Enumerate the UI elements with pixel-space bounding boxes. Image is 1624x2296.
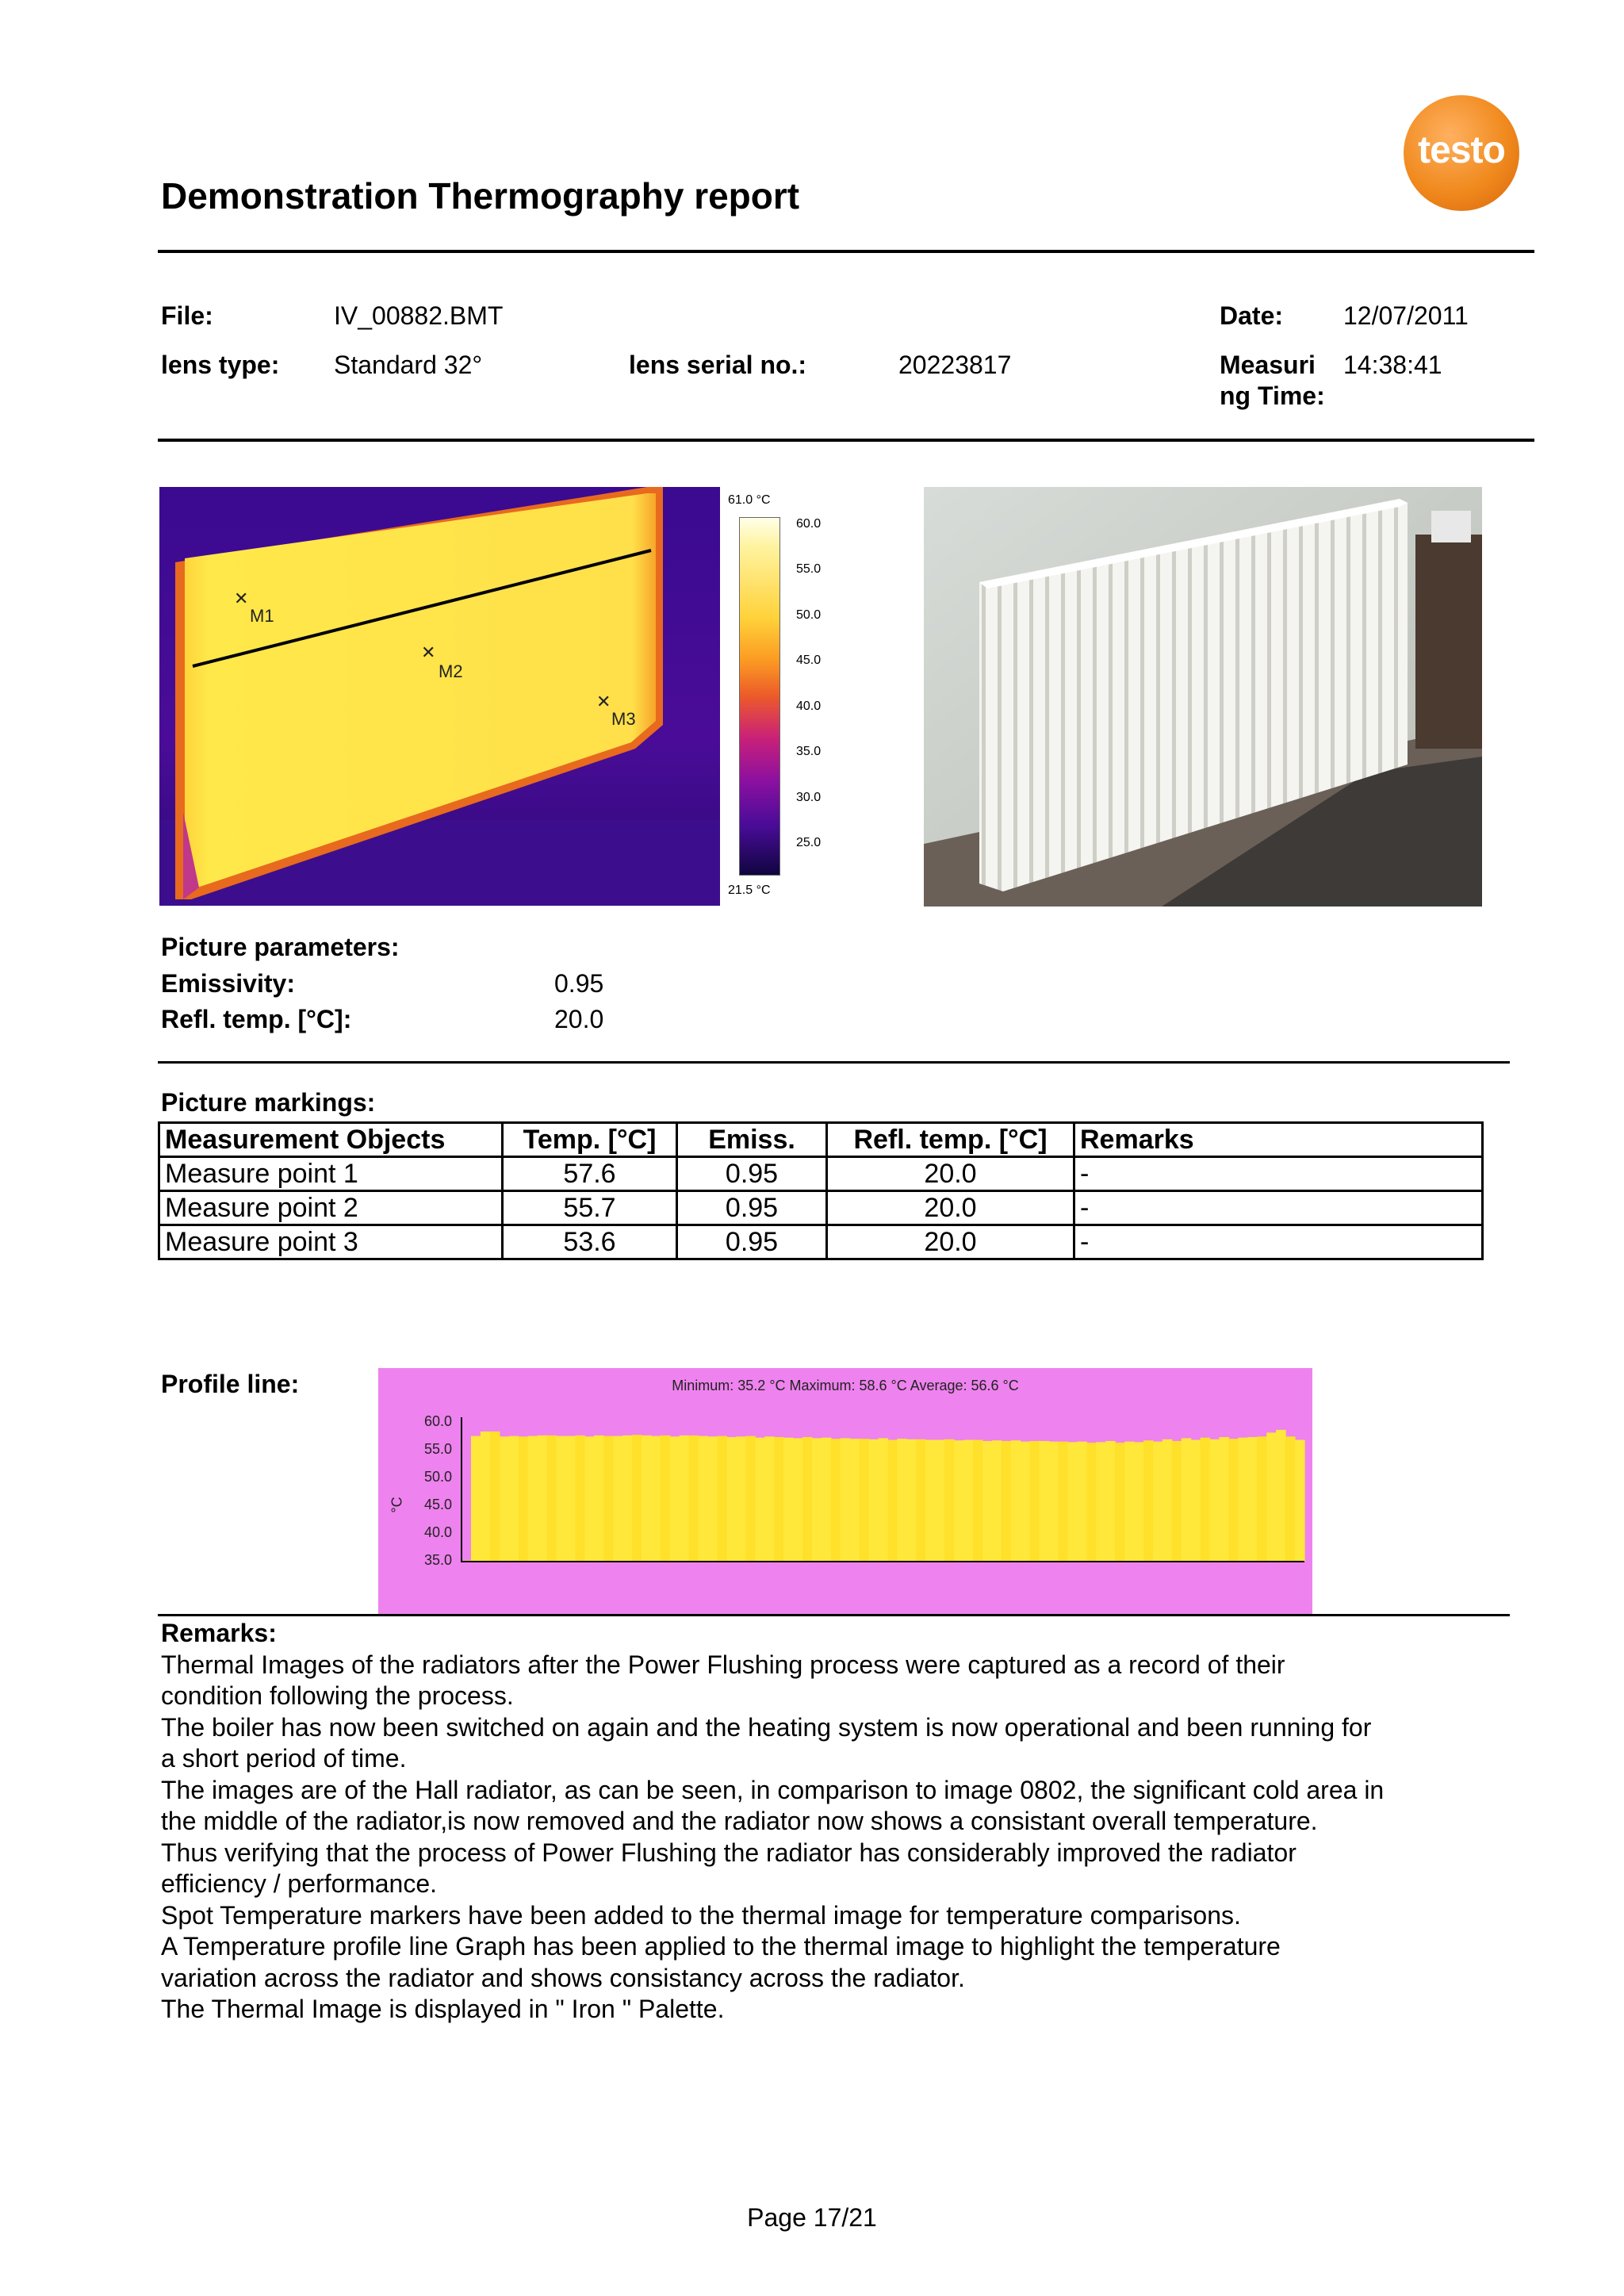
profile-bar — [538, 1435, 548, 1562]
radiator-photo-svg — [924, 487, 1482, 907]
profile-bar — [1266, 1432, 1277, 1562]
marker-m1-label: M1 — [250, 606, 274, 626]
scale-tick-label: 45.0 — [796, 654, 822, 667]
lens-type-label: lens type: — [161, 351, 280, 379]
profile-bar — [603, 1436, 614, 1562]
table-cell: Measure point 2 — [159, 1191, 503, 1225]
profile-bar — [879, 1438, 889, 1562]
profile-bar — [546, 1435, 557, 1562]
color-scale-bar — [739, 517, 780, 876]
profile-bar — [812, 1438, 822, 1562]
scale-tick-label: 30.0 — [796, 791, 822, 804]
table-row — [159, 1225, 1483, 1259]
profile-bar — [850, 1439, 860, 1562]
date-value: 12/07/2011 — [1343, 301, 1469, 330]
profile-bar — [1058, 1442, 1068, 1562]
profile-tick-label: 45.0 — [424, 1497, 453, 1512]
profile-bar — [736, 1436, 746, 1562]
profile-bar — [528, 1436, 538, 1562]
column-header: Emiss. — [677, 1123, 827, 1157]
profile-tick-label: 60.0 — [424, 1413, 453, 1429]
scale-max-label: 61.0 °C — [728, 493, 771, 507]
params-heading: Picture parameters: — [161, 933, 400, 961]
profile-bar — [642, 1435, 652, 1562]
profile-bar — [1276, 1430, 1286, 1562]
profile-bar — [556, 1436, 566, 1562]
table-cell: Measure point 1 — [159, 1157, 503, 1191]
profile-bar — [1238, 1438, 1248, 1562]
table-header-row — [159, 1123, 1483, 1157]
table-cell: - — [1074, 1191, 1483, 1225]
profile-bar — [670, 1436, 680, 1562]
thermal-image — [159, 487, 720, 906]
profile-bar — [783, 1438, 794, 1562]
profile-bar — [1021, 1442, 1031, 1562]
scale-tick-label: 55.0 — [796, 562, 822, 576]
table-cell: 0.95 — [677, 1191, 827, 1225]
column-header: Refl. temp. [°C] — [827, 1123, 1074, 1157]
time-value: 14:38:41 — [1343, 351, 1442, 379]
profile-bar — [594, 1435, 604, 1562]
profile-bar — [897, 1439, 907, 1562]
profile-bar — [954, 1440, 964, 1562]
radiator-photo — [924, 487, 1482, 907]
markings-heading: Picture markings: — [161, 1088, 376, 1117]
profile-bar — [1210, 1439, 1220, 1562]
remarks-line: The Thermal Image is displayed in " Iron " Palette. — [161, 1995, 725, 2023]
testo-logo — [1404, 95, 1519, 211]
table-cell: 55.7 — [503, 1191, 677, 1225]
table-cell: - — [1074, 1225, 1483, 1259]
profile-bar — [755, 1438, 765, 1562]
table-cell: 20.0 — [827, 1157, 1074, 1191]
table-row — [159, 1157, 1483, 1191]
profile-bar — [622, 1435, 633, 1562]
profile-bar — [1162, 1439, 1173, 1562]
profile-bar — [651, 1436, 661, 1562]
remarks-line: Thermal Images of the radiators after the Power Flushing process were captured as a record of their — [161, 1650, 1285, 1679]
remarks-line: A Temperature profile line Graph has been applied to the thermal image to highlight the temperature — [161, 1932, 1281, 1961]
header-rule — [158, 250, 1534, 253]
profile-bar — [1002, 1441, 1012, 1562]
profile-bar — [1143, 1440, 1154, 1562]
profile-bar — [1105, 1441, 1116, 1562]
file-label: File: — [161, 301, 213, 330]
profile-plot — [378, 1368, 1312, 1614]
profile-bar — [490, 1432, 500, 1562]
profile-bar — [565, 1436, 576, 1562]
table-cell: 0.95 — [677, 1225, 827, 1259]
profile-bar — [1172, 1441, 1182, 1562]
scale-tick-label: 60.0 — [796, 517, 822, 531]
remarks-line: The boiler has now been switched on again and the heating system is now operational and been running for — [161, 1712, 1372, 1742]
profile-bar — [1153, 1442, 1163, 1562]
profile-tick-label: 50.0 — [424, 1469, 453, 1485]
profile-bar — [1182, 1438, 1192, 1562]
marker-m3-label: M3 — [611, 709, 636, 729]
profile-bar — [1096, 1442, 1106, 1562]
profile-bar — [500, 1436, 510, 1562]
table-cell: 20.0 — [827, 1191, 1074, 1225]
remarks-line: a short period of time. — [161, 1744, 407, 1773]
emissivity-label: Emissivity: — [161, 969, 295, 998]
profile-bar — [708, 1436, 718, 1562]
column-header: Measurement Objects — [159, 1123, 503, 1157]
info-rule — [158, 439, 1534, 442]
profile-bar — [471, 1436, 481, 1562]
table-cell: - — [1074, 1157, 1483, 1191]
marker-m2: ✕ — [421, 642, 436, 662]
profile-bar — [481, 1432, 491, 1562]
profile-bar — [887, 1440, 898, 1562]
scale-ticks — [782, 517, 837, 874]
profile-bar — [1201, 1438, 1211, 1562]
profile-bar — [1228, 1439, 1239, 1562]
profile-bar — [1124, 1442, 1135, 1562]
time-label-1: Measuri — [1220, 351, 1316, 379]
profile-bar — [916, 1439, 926, 1562]
marker-m3: ✕ — [596, 692, 611, 711]
remarks-section — [161, 1618, 1493, 2026]
profile-tick-label: 40.0 — [424, 1524, 453, 1540]
scale-min-label: 21.5 °C — [728, 884, 771, 897]
profile-bar — [982, 1441, 993, 1562]
thermal-image-svg — [159, 487, 720, 906]
profile-bar — [726, 1437, 737, 1562]
profile-bar — [519, 1436, 529, 1562]
scale-tick-label: 50.0 — [796, 608, 822, 622]
profile-bar — [745, 1436, 756, 1562]
profile-chart — [378, 1368, 1312, 1614]
profile-bar — [860, 1439, 870, 1562]
profile-bar — [935, 1440, 945, 1562]
profile-bar — [973, 1440, 983, 1562]
remarks-line: condition following the process. — [161, 1681, 514, 1710]
column-header: Remarks — [1074, 1123, 1483, 1157]
scale-tick-label: 35.0 — [796, 745, 822, 758]
profile-tick-label: 35.0 — [424, 1552, 453, 1568]
profile-bar — [793, 1438, 803, 1562]
profile-bar — [1011, 1440, 1021, 1562]
profile-bar — [1086, 1443, 1097, 1562]
profile-bar — [613, 1436, 623, 1562]
refl-temp-label: Refl. temp. [°C]: — [161, 1005, 352, 1033]
profile-unit: °C — [389, 1497, 405, 1513]
profile-bar — [584, 1436, 595, 1562]
remarks-line: The images are of the Hall radiator, as can be seen, in comparison to image 0802, the significant cold area in — [161, 1775, 1385, 1804]
profile-bar — [1040, 1441, 1050, 1562]
profile-bar — [1030, 1441, 1040, 1562]
profile-tick-label: 55.0 — [424, 1441, 453, 1457]
profile-bar — [699, 1436, 709, 1562]
lens-type-value: Standard 32° — [334, 351, 483, 379]
profile-stats: Minimum: 35.2 °C Maximum: 58.6 °C Average: 56.6 °C — [672, 1378, 1019, 1393]
profile-bar — [1191, 1440, 1201, 1562]
profile-bar — [1220, 1437, 1230, 1562]
profile-bar — [1247, 1437, 1258, 1562]
profile-bar — [764, 1436, 775, 1562]
page-title: Demonstration Thermography report — [161, 175, 800, 217]
remarks-line: efficiency / performance. — [161, 1869, 438, 1898]
table-cell: 57.6 — [503, 1157, 677, 1191]
table-cell: 0.95 — [677, 1157, 827, 1191]
profile-rule — [158, 1614, 1510, 1616]
profile-bar — [632, 1435, 642, 1562]
profile-bar — [575, 1435, 585, 1562]
profile-bar — [822, 1438, 832, 1562]
profile-bar — [992, 1440, 1002, 1562]
table-cell: 20.0 — [827, 1225, 1074, 1259]
profile-bar — [906, 1439, 917, 1562]
profile-bar — [1134, 1442, 1144, 1562]
profile-bar — [1115, 1443, 1125, 1562]
time-label-2: ng Time: — [1220, 381, 1325, 410]
marker-m1: ✕ — [234, 588, 249, 608]
table-cell: Measure point 3 — [159, 1225, 503, 1259]
marker-m2-label: M2 — [439, 661, 463, 681]
remarks-line: the middle of the radiator,is now removed and the radiator now shows a consistant overall temperature. — [161, 1807, 1318, 1835]
profile-bar — [831, 1439, 841, 1562]
page-number: Page 17/21 — [747, 2203, 877, 2232]
column-header: Temp. [°C] — [503, 1123, 677, 1157]
remarks-line: Spot Temperature markers have been added to the thermal image for temperature comparisons. — [161, 1900, 1241, 1930]
profile-bar — [1049, 1442, 1059, 1562]
remarks-heading: Remarks: — [161, 1619, 277, 1647]
profile-bar — [963, 1440, 974, 1562]
scale-tick-label: 25.0 — [796, 836, 822, 849]
profile-bar — [1285, 1436, 1296, 1562]
profile-bar — [925, 1440, 936, 1562]
remarks-line: Thus verifying that the process of Power Flushing the radiator has considerably improved the radiator — [161, 1838, 1297, 1867]
profile-bar — [1257, 1436, 1267, 1562]
profile-bar — [717, 1436, 727, 1562]
profile-bar — [1295, 1440, 1305, 1562]
emissivity-value: 0.95 — [554, 969, 604, 998]
params-rule — [158, 1061, 1510, 1064]
date-label: Date: — [1220, 301, 1284, 330]
markings-table — [158, 1121, 1484, 1260]
logo-text: testo — [1418, 129, 1505, 171]
profile-bar — [944, 1439, 955, 1562]
profile-bar — [661, 1435, 671, 1562]
profile-heading: Profile line: — [161, 1370, 300, 1398]
table-cell: 53.6 — [503, 1225, 677, 1259]
scale-tick-label: 40.0 — [796, 700, 822, 713]
refl-temp-value: 20.0 — [554, 1005, 604, 1033]
lens-serial-label: lens serial no.: — [629, 351, 807, 379]
remarks-line: variation across the radiator and shows consistancy across the radiator. — [161, 1963, 965, 1992]
profile-bar — [1077, 1442, 1087, 1562]
profile-bar — [689, 1435, 699, 1562]
profile-bar — [802, 1437, 813, 1562]
profile-bar — [509, 1436, 519, 1562]
file-value: IV_00882.BMT — [334, 301, 504, 330]
profile-bar — [774, 1437, 784, 1562]
profile-bar — [680, 1435, 690, 1562]
profile-bar — [1067, 1442, 1078, 1562]
lens-serial-value: 20223817 — [898, 351, 1012, 379]
table-row — [159, 1191, 1483, 1225]
profile-bar — [869, 1439, 879, 1562]
profile-bar — [841, 1438, 851, 1562]
